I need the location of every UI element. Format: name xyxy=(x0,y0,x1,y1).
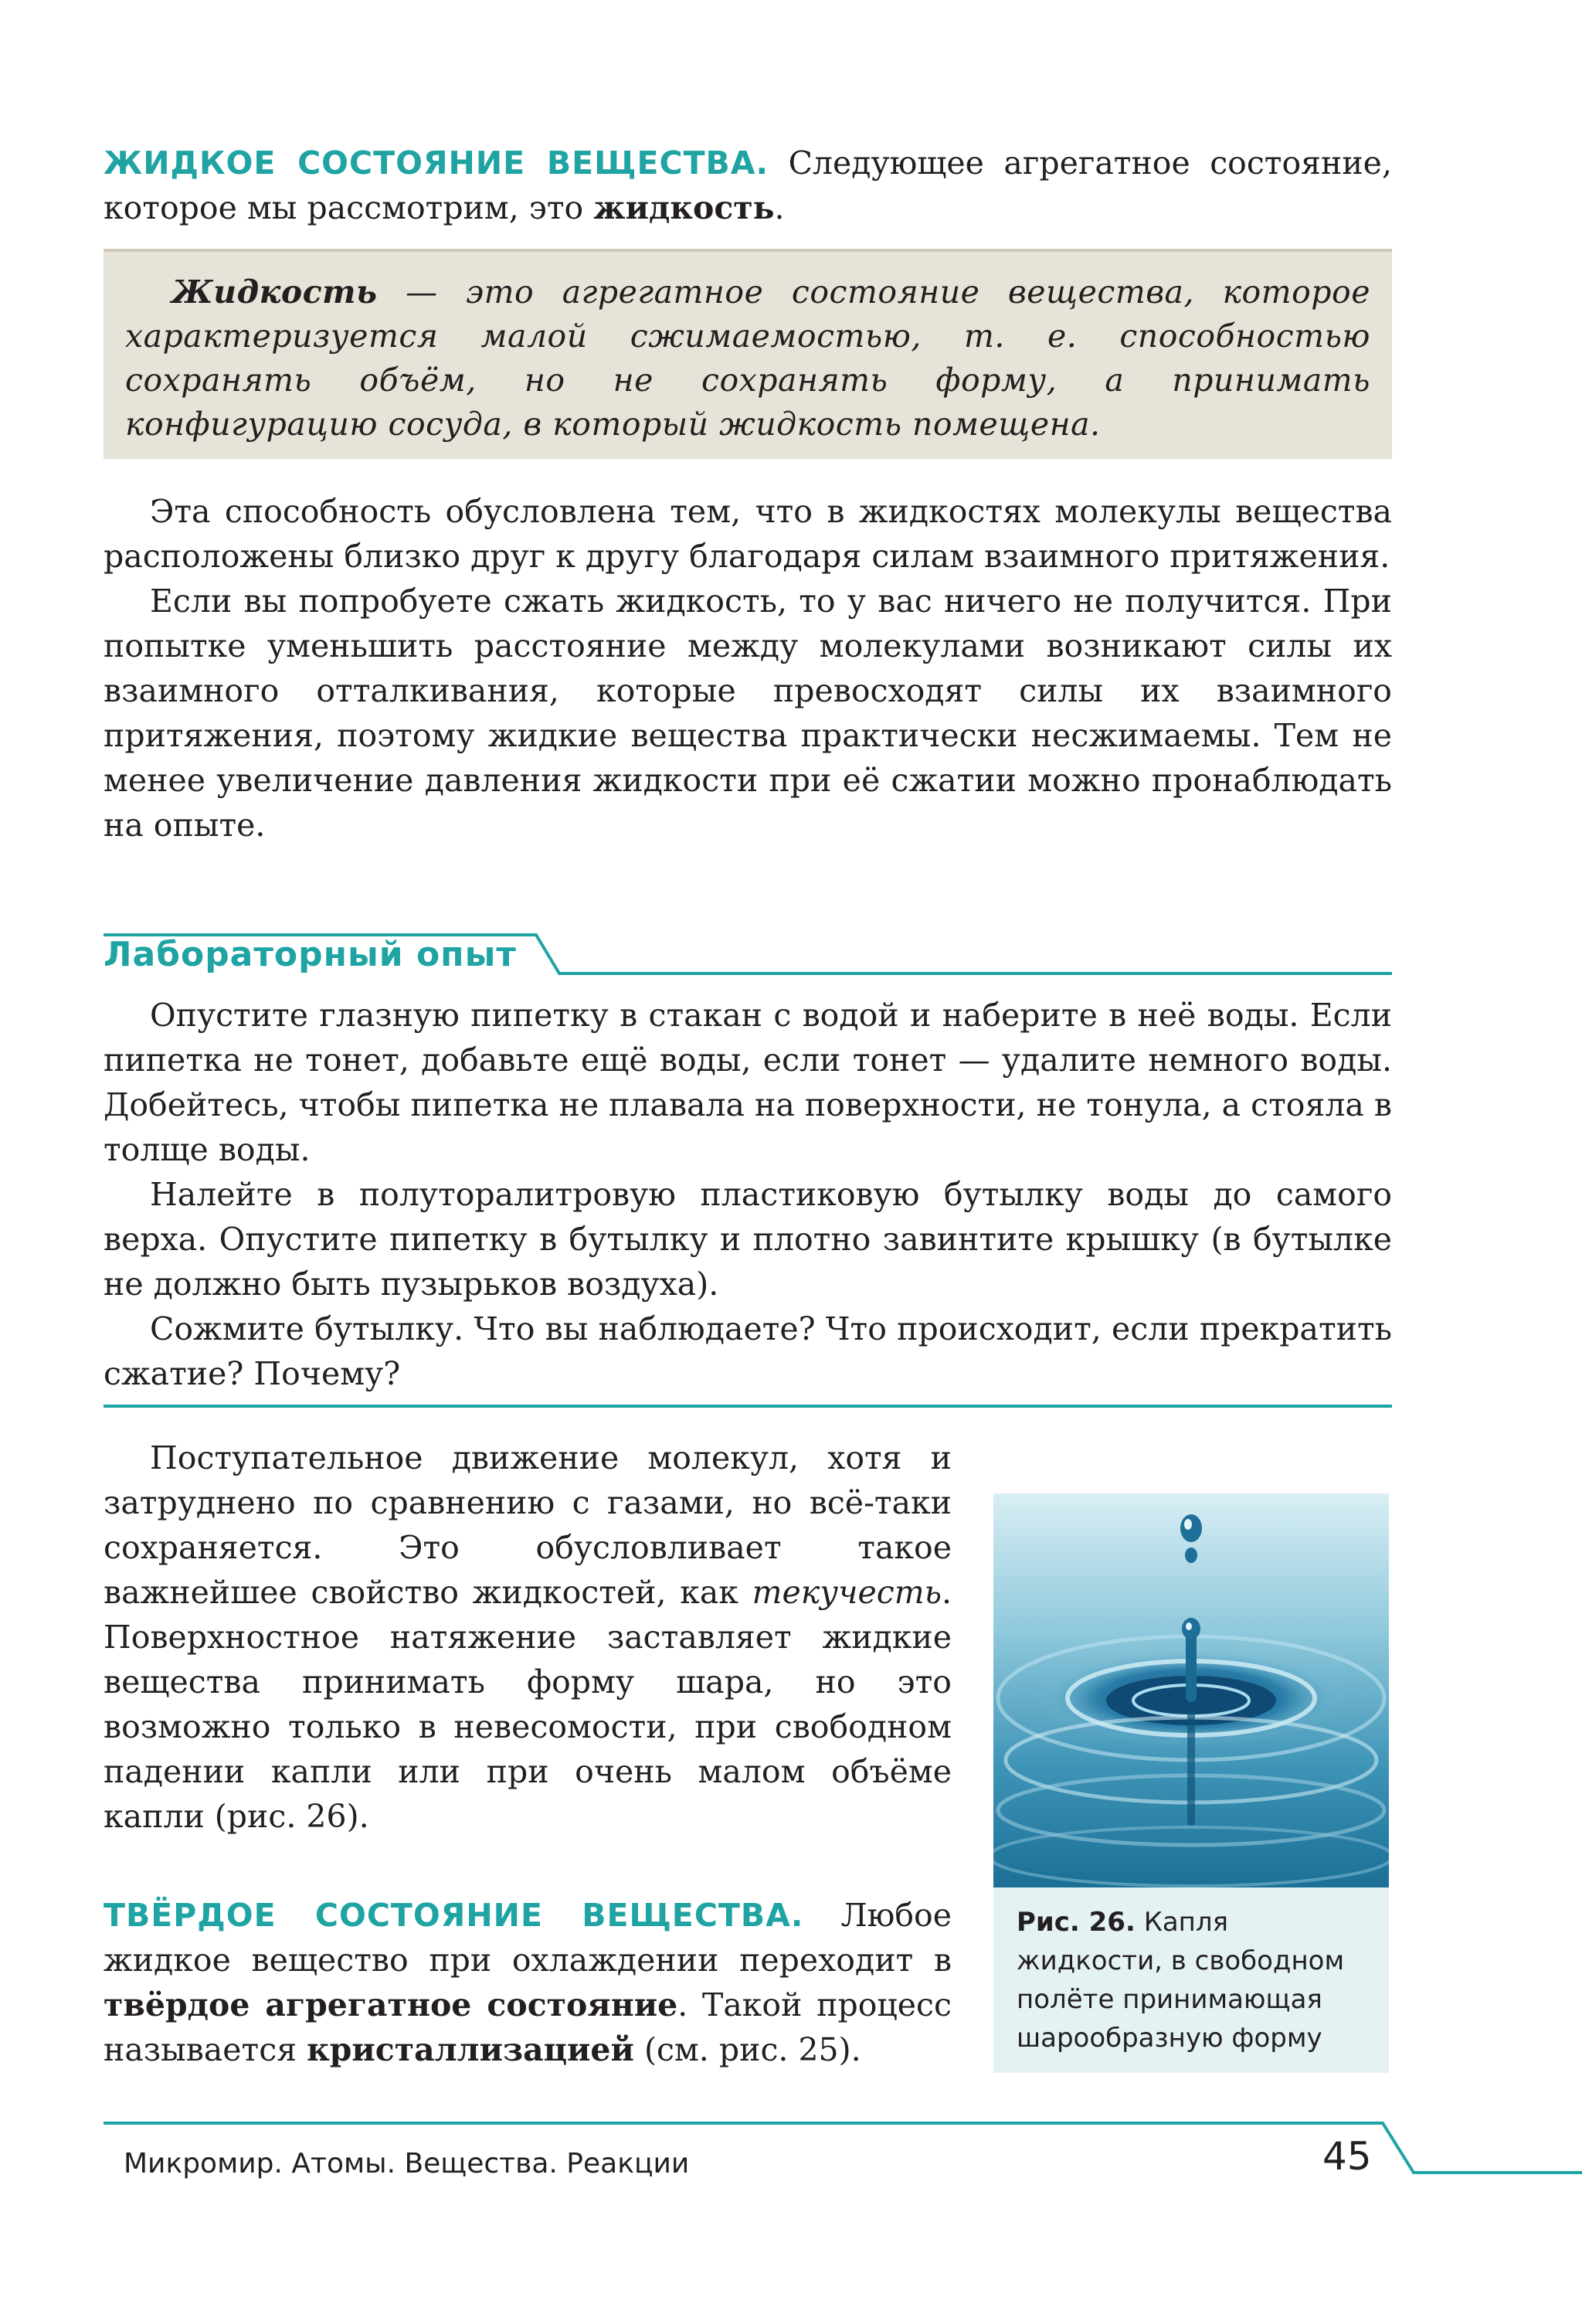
paragraph-1: Эта способность обусловлена тем, что в жидкостях молекулы вещества расположены близко друг к другу благодаря силам взаимного притяжения. xyxy=(104,493,1392,575)
lab-paragraph-2: Налейте в полуторалитровую пластиковую бутылку воды до самого верха. Опустите пипетку в бутылку и плотно завинтите крышку (в бутылке не должно быть пузырьков воздуха). xyxy=(104,1176,1392,1303)
liquid-heading: ЖИДКОЕ СОСТОЯНИЕ ВЕЩЕСТВА. xyxy=(104,144,769,182)
definition-term: Жидкость xyxy=(171,274,378,311)
paragraph-2: Если вы попробуете сжать жидкость, то у вас ничего не получится. При попытке уменьшить расстояние между молекулами возникают силы их взаимного отталкивания, которые превосходят силы их взаимного притяжения, поэтому жидкие вещества практически несжимаемы. Тем не менее увеличение давления жидкости при её сжатии можно пронаблюдать на опыте. xyxy=(104,583,1392,844)
lab-title: Лабораторный опыт xyxy=(104,935,517,974)
lab-paragraph-1: Опустите глазную пипетку в стакан с водой и наберите в неё воды. Если пипетка не тонет, добавьте ещё воды, если тонет — удалите немного воды. Добейтесь, чтобы пипетка не плавала на поверхности, не тонула, а стояла в толще воды. xyxy=(104,997,1392,1168)
liquid-intro-term: жидкость xyxy=(593,189,775,226)
lab-paragraph-3: Сожмите бутылку. Что вы наблюдаете? Что происходит, если прекратить сжатие? Почему? xyxy=(104,1310,1392,1392)
fluidity-term: текучесть xyxy=(752,1574,942,1611)
figure-caption xyxy=(1017,1903,1372,2057)
figure-caption-text: Капля жидкости, в свободном полёте принимающая шарообразную форму xyxy=(1017,1907,1345,2054)
figure-label: Рис. 26. xyxy=(1017,1907,1136,1938)
lab-heading xyxy=(104,933,1392,977)
lab-body xyxy=(104,993,1392,1396)
solid-heading: ТВЁРДОЕ СОСТОЯНИЕ ВЕЩЕСТВА. xyxy=(104,1897,804,1934)
footer-book-title: Микромир. Атомы. Вещества. Реакции xyxy=(124,2148,690,2180)
solid-term-2: кристаллизацией xyxy=(307,2031,634,2068)
figure-26 xyxy=(993,1493,1389,2073)
liquid-intro: ЖИДКОЕ СОСТОЯНИЕ ВЕЩЕСТВА. Следующее агрегатное состояние, которое мы рассмотрим, это жидкость. xyxy=(104,144,1392,226)
solid-term-1: твёрдое агрегатное состояние xyxy=(104,1986,678,2023)
definition-text: — это агрегатное состояние вещества, которое характеризуется малой сжимаемостью, т. е. способностью сохранять объём, но не сохранять форму, а принимать конфигурацию сосуда, в который жидкость помещена. xyxy=(125,274,1370,443)
lab-bottom-rule xyxy=(104,1405,1392,1408)
liquid-intro-text: Следующее агрегатное состояние, которое мы рассмотрим, это xyxy=(104,144,1392,226)
liquid-paragraphs xyxy=(104,489,1392,848)
solid-paragraph: ТВЁРДОЕ СОСТОЯНИЕ ВЕЩЕСТВА. Любое жидкое вещество при охлаждении переходит в твёрдое агрегатное состояние. Такой процесс называется кристаллизацией (см. рис. 25). xyxy=(104,1897,952,2068)
page-number: 45 xyxy=(1322,2134,1372,2179)
fluidity-paragraph: Поступательное движение молекул, хотя и затруднено по сравнению с газами, но всё-таки сохраняется. Это обусловливает такое важнейшее свойство жидкостей, как текучесть. Поверхностное натяжение заставляет жидкие вещества принимать форму шара, но это возможно только в невесомости, при свободном падении капли или при очень малом объёме капли (рис. 26). xyxy=(104,1439,952,1835)
water-drop-photo xyxy=(993,1493,1389,1887)
definition-box xyxy=(104,249,1392,459)
